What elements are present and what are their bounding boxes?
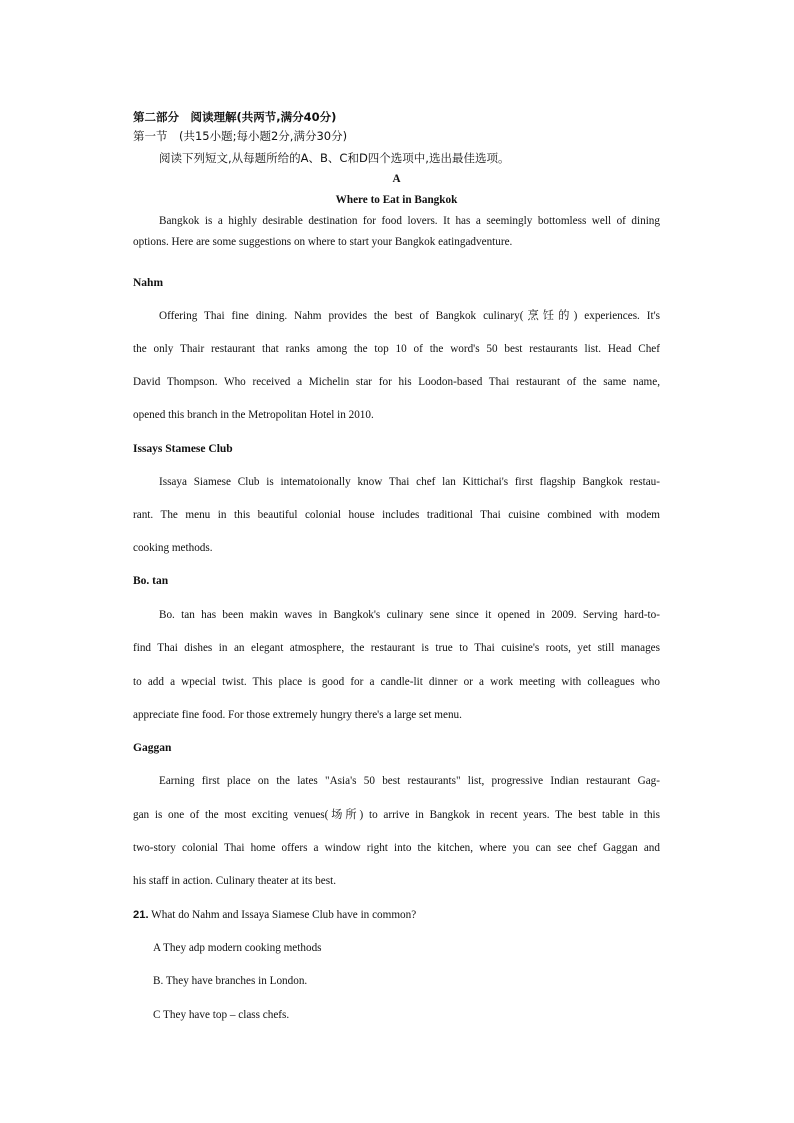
option-a[interactable]: A They adp modern cooking methods — [153, 942, 322, 954]
paragraph-line: gan is one of the most exciting venues(场所) to arrive in Bangkok in recent years. The best table in this — [133, 809, 660, 821]
paragraph-line: Bo. tan has been makin waves in Bangkok's culinary sene since it opened in 2009. Serving hard-to- — [159, 609, 660, 621]
question-number: 21. — [133, 909, 149, 921]
paragraph-line: to add a wpecial twist. This place is good for a candle-lit dinner or a work meeting with colleagues who — [133, 676, 660, 688]
paragraph-line: cooking methods. — [133, 542, 213, 554]
paragraph-line: opened this branch in the Metropolitan Hotel in 2010. — [133, 409, 374, 421]
intro-line: Bangkok is a highly desirable destination for food lovers. It has a seemingly bottomless well of dining — [159, 215, 660, 227]
paragraph-line: two-story colonial Thai home offers a window right into the kitchen, where you can see chef Gaggan and — [133, 842, 660, 854]
paragraph-line: Earning first place on the lates "Asia's 50 best restaurants" list, progressive Indian restaurant Gag- — [159, 775, 660, 787]
passage-letter: A — [392, 173, 401, 185]
paragraph-line: his staff in action. Culinary theater at its best. — [133, 875, 336, 887]
paragraph-line: find Thai dishes in an elegant atmosphere, the restaurant is true to Thai cuisine's roots, yet still manages — [133, 642, 660, 654]
intro-line: options. Here are some suggestions on where to start your Bangkok eatingadventure. — [133, 236, 513, 248]
section-heading-gaggan: Gaggan — [133, 742, 172, 754]
section-heading-botan: Bo. tan — [133, 575, 169, 587]
option-b[interactable]: B. They have branches in London. — [153, 975, 308, 987]
section-heading-issaya: Issays Stamese Club — [133, 443, 233, 455]
paragraph-line: Issaya Siamese Club is intematoionally know Thai chef lan Kittichai's first flagship Bangkok restau- — [159, 476, 660, 488]
option-c[interactable]: C They have top – class chefs. — [153, 1009, 290, 1021]
section-heading: 第一节 (共15小题;每小题2分,满分30分) — [133, 129, 348, 143]
part-heading: 第二部分 阅读理解(共两节,满分40分) — [133, 110, 337, 124]
paragraph-line: appreciate fine food. For those extremely hungry there's a large set menu. — [133, 709, 462, 721]
question-21 — [133, 908, 660, 922]
section-heading-nahm: Nahm — [133, 277, 164, 289]
question-text: What do Nahm and Issaya Siamese Club have in common? — [151, 909, 417, 921]
paragraph-line: Offering Thai fine dining. Nahm provides the best of Bangkok culinary(烹饪的) experiences. It's — [159, 310, 660, 322]
paragraph-line: David Thompson. Who received a Michelin star for his Loodon-based Thai restaurant of the same name, — [133, 376, 660, 388]
paragraph-line: rant. The menu in this beautiful colonial house includes traditional Thai cuisine combined with modem — [133, 509, 660, 521]
instructions: 阅读下列短文,从每题所给的A、B、C和D四个选项中,选出最佳选项。 — [159, 151, 510, 165]
paragraph-line: the only Thair restaurant that ranks among the top 10 of the word's 50 best restaurants list. Head Chef — [133, 343, 660, 355]
passage-title: Where to Eat in Bangkok — [335, 194, 458, 206]
